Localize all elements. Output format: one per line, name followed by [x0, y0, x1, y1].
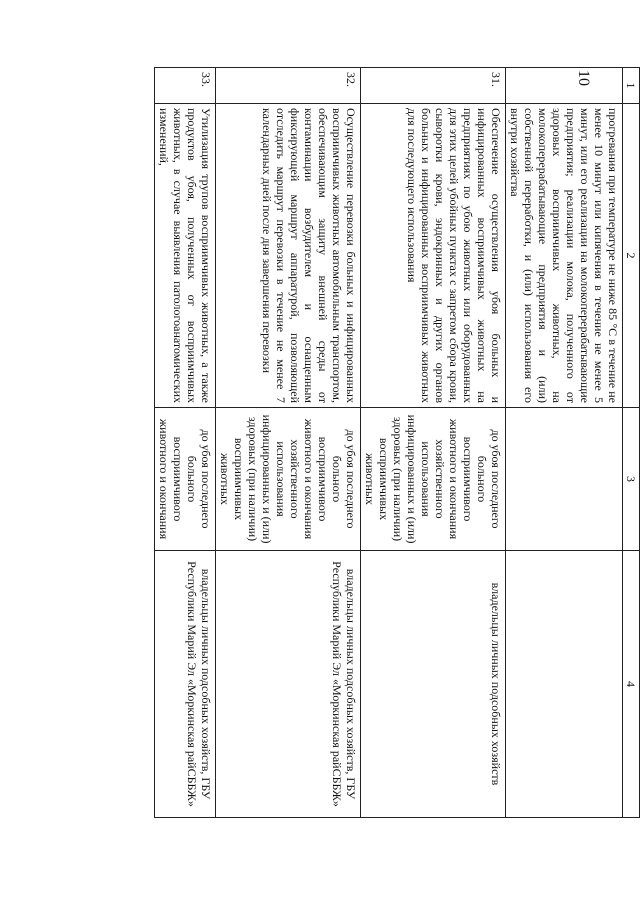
row-number: [506, 68, 623, 104]
term-text: до убоя последнего больного восприимчивого животного и окончания хозяйственного использования инфицированных и (или) здоровых (при наличии) восприимчивых животных: [216, 408, 361, 551]
measure-text: Утилизация трупов восприимчивых животных, а также продуктов убоя, полученных от восприимчивых животных, в случае выявления патологоанатомических изменений,: [155, 104, 216, 408]
table-row: [216, 68, 361, 818]
responsible-text: владельцы личных подсобных хозяйств: [361, 551, 506, 818]
header-row: [623, 68, 640, 818]
measure-text: прогревания при температуре не ниже 85 °С в течение не менее 10 минут или кипячения в течение не менее 5 минут, или его реализации на молокоперерабатывающие предприятия; реализации молока, полученного от здоровых восприимчивых животных, на молокоперерабатывающие предприятия и (или) собственной переработки, и (или) использования его внутри хозяйства: [506, 104, 623, 408]
rotated-table-container: [92, 67, 640, 817]
responsible-text: владельцы личных подсобных хозяйств, ГБУ Республики Марий Эл «Моркинская райСББЖ»: [155, 551, 216, 818]
measure-text: Обеспечение осуществления убоя больных и инфицированных восприимчивых животных на предприятиях по убою животных или оборудованных для этих целей убойных пунктах с запретом сбора крови, сыворотки крови, эндокринных и других органов больных и инфицированных восприимчивых животных для последующего использования: [361, 104, 506, 408]
page-number: 10: [575, 70, 592, 86]
table-row: [155, 68, 216, 818]
table-row: [361, 68, 506, 818]
term-text: до убоя последнего больного восприимчивого животного и окончания хозяйственного использования инфицированных и (или) здоровых (при наличии) восприимчивых животных: [361, 408, 506, 551]
header-col-2: 2: [623, 104, 640, 408]
row-number: 33.: [155, 68, 216, 104]
header-col-4: 4: [623, 551, 640, 818]
responsible-text: владельцы личных подсобных хозяйств, ГБУ Республики Марий Эл «Моркинская райСББЖ»: [216, 551, 361, 818]
responsible-text: [506, 551, 623, 818]
header-col-3: 3: [623, 408, 640, 551]
term-text: до убоя последнего больного восприимчивого животного и окончания: [155, 408, 216, 551]
term-text: [506, 408, 623, 551]
row-number: 31.: [361, 68, 506, 104]
measures-table: [154, 67, 640, 818]
row-number: 32.: [216, 68, 361, 104]
measure-text: Осуществление перевозки больных и инфицированных восприимчивых животных автомобильным транспортом, обеспечивающим защиту внешней среды от контаминации возбудителем и оснащенным фиксирующей маршрут аппаратурой, позволяющей отследить маршрут перевозки в течение не менее 7 календарных дней после дня завершения перевозки: [216, 104, 361, 408]
header-col-1: 1: [623, 68, 640, 104]
table-row: [506, 68, 623, 818]
